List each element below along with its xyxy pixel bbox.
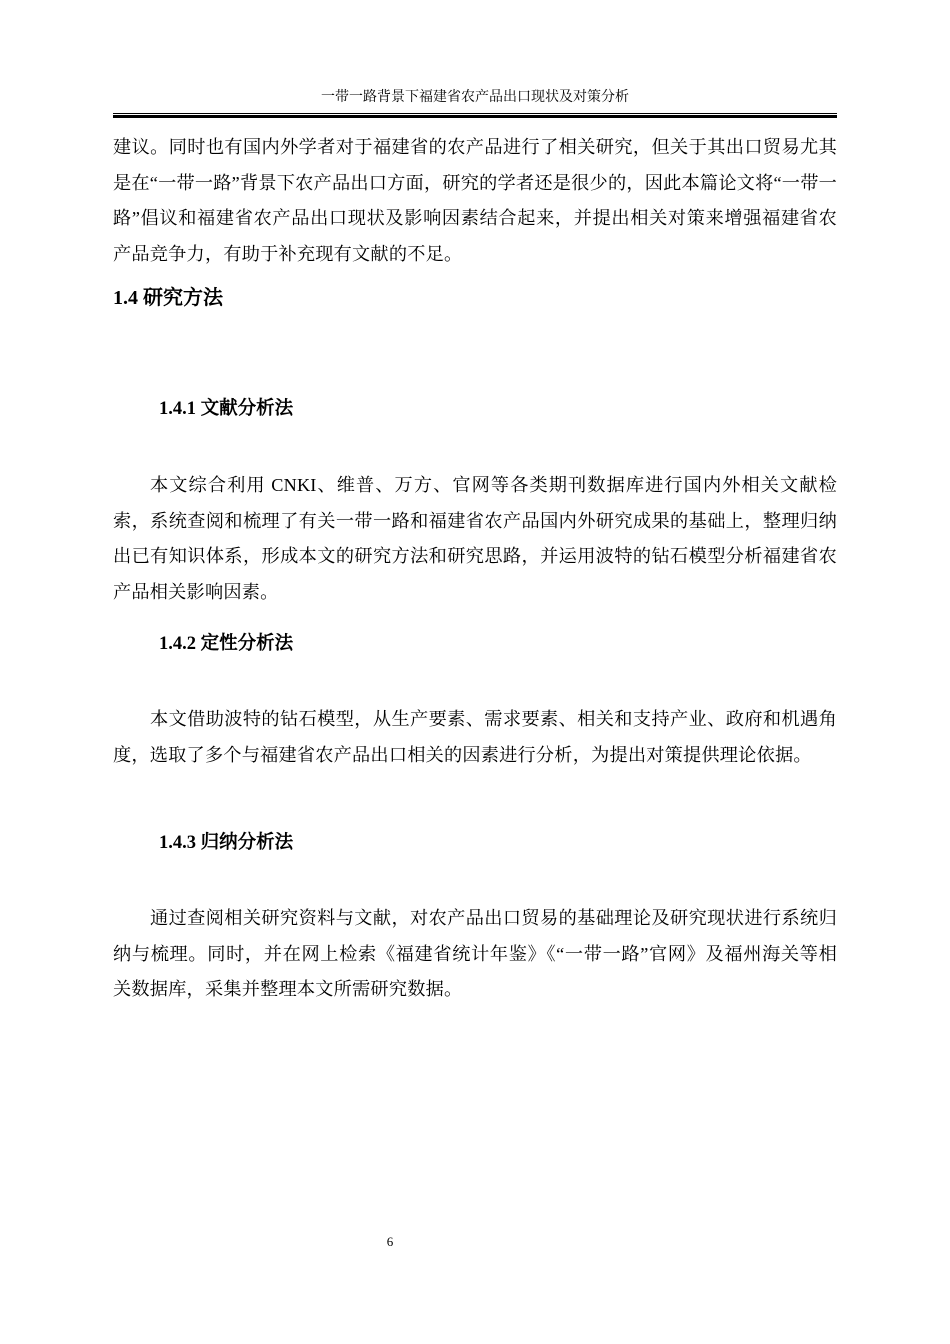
paragraph-literature-analysis: 本文综合利用 CNKI、维普、万方、官网等各类期刊数据库进行国内外相关文献检索，系统查阅和梳理了有关一带一路和福建省农产品国内外研究成果的基础上，整理归纳出已有知识体系，形成本文的研究方法和研究思路，并运用波特的钻石模型分析福建省农产品相关影响因素。 — [113, 475, 837, 602]
page-number: 6 — [386, 1234, 394, 1249]
running-header: 一带一路背景下福建省农产品出口现状及对策分析 — [321, 90, 629, 105]
subsection-heading-1-4-1: 1.4.1 文献分析法 — [159, 399, 294, 419]
subsection-heading-1-4-3: 1.4.3 归纳分析法 — [159, 833, 294, 853]
paragraph-qualitative-analysis: 本文借助波特的钻石模型，从生产要素、需求要素、相关和支持产业、政府和机遇角度，选取了多个与福建省农产品出口相关的因素进行分析，为提出对策提供理论依据。 — [113, 709, 837, 765]
header-rule-thin — [113, 113, 837, 114]
header-rule-thick — [113, 115, 837, 118]
intro-paragraph: 建议。同时也有国内外学者对于福建省的农产品进行了相关研究，但关于其出口贸易尤其是在“一带一路”背景下农产品出口方面，研究的学者还是很少的，因此本篇论文将“一带一路”倡议和福建省农产品出口现状及影响因素结合起来，并提出相关对策来增强福建省农产品竞争力，有助于补充现有文献的不足。 — [113, 137, 837, 264]
paragraph-inductive-analysis: 通过查阅相关研究资料与文献，对农产品出口贸易的基础理论及研究现状进行系统归纳与梳理。同时，并在网上检索《福建省统计年鉴》《“一带一路”官网》及福州海关等相关数据库，采集并整理本文所需研究数据。 — [113, 908, 837, 999]
subsection-heading-1-4-2: 1.4.2 定性分析法 — [159, 634, 294, 654]
section-heading-1-4: 1.4 研究方法 — [113, 287, 223, 309]
